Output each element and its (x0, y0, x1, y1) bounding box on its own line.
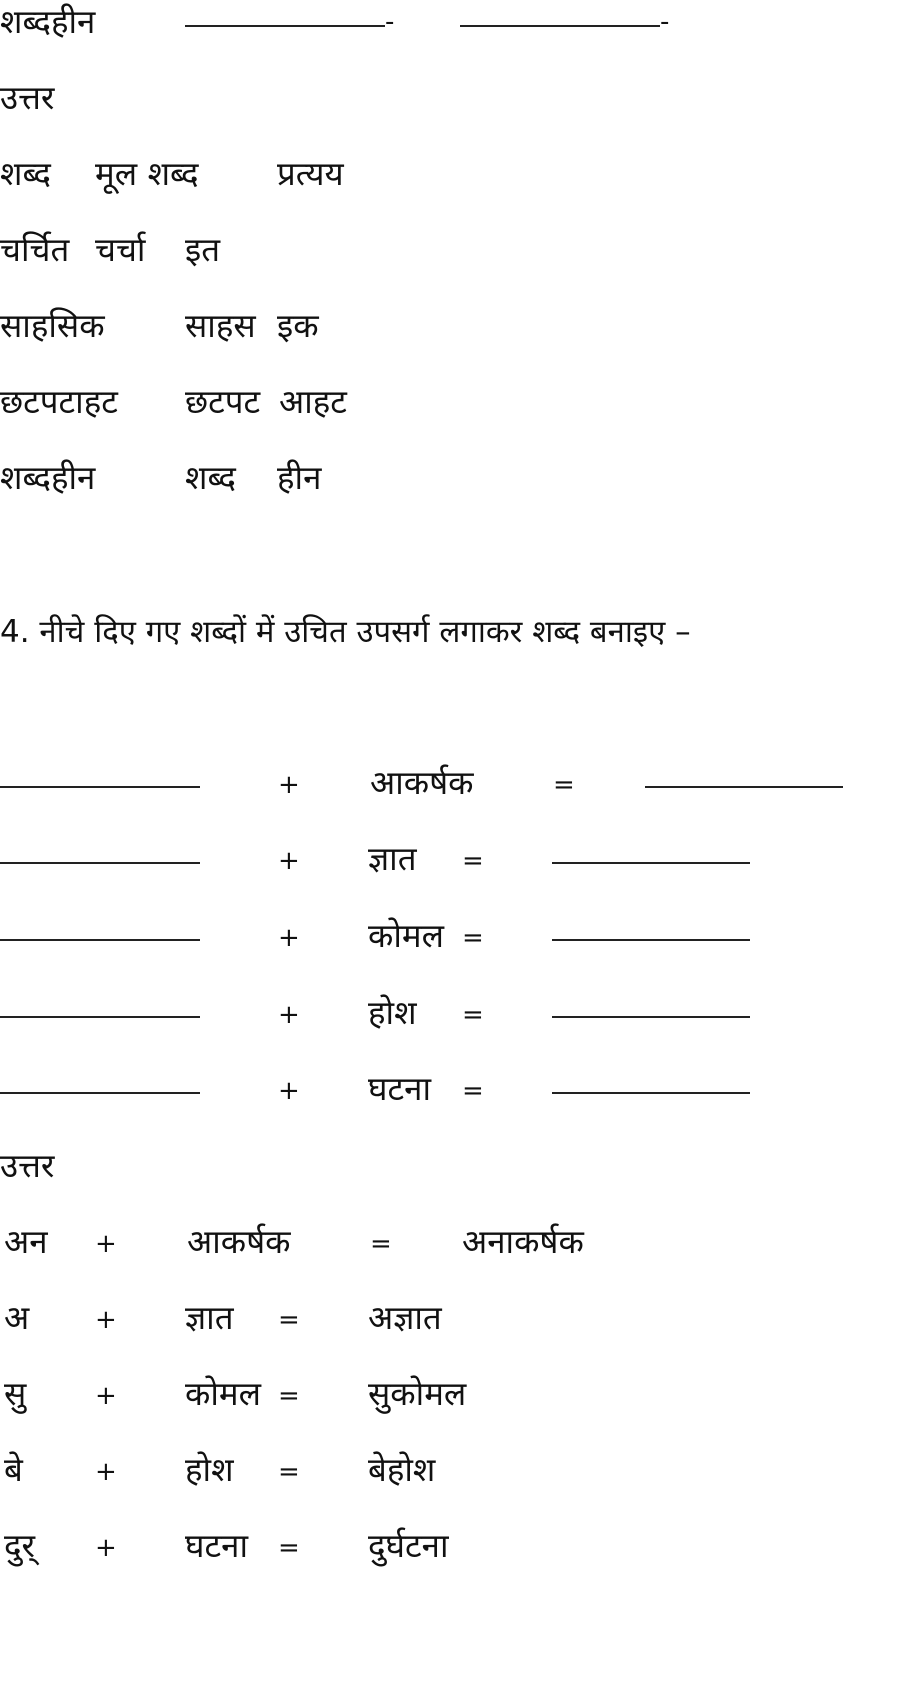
answer-prefix: अ (4, 1298, 30, 1337)
equals-sign: = (278, 1305, 300, 1335)
question-4: 4. नीचे दिए गए शब्दों में उचित उपसर्ग लगाकर शब्द बनाइए – (0, 614, 691, 650)
table-cell-suffix: इक (277, 306, 319, 345)
blank-line (460, 25, 660, 27)
plus-sign: + (278, 1076, 300, 1106)
table-cell-suffix: आहट (279, 382, 347, 421)
plus-sign: + (278, 770, 300, 800)
table-cell-root: चर्चा (95, 230, 146, 269)
blank-line (552, 1092, 750, 1094)
answer-word: ज्ञात (185, 1298, 234, 1337)
exercise-word: ज्ञात (368, 839, 417, 878)
plus-sign: + (95, 1457, 117, 1487)
table-cell-word: छटपटाहट (0, 382, 118, 421)
exercise-word: होश (368, 993, 417, 1032)
equals-sign: = (370, 1229, 392, 1259)
blank-line (645, 786, 843, 788)
table-cell-suffix: हीन (277, 458, 322, 497)
table-cell-word: चर्चित (0, 230, 70, 269)
answer-prefix: अन (4, 1222, 48, 1261)
blank-line (552, 862, 750, 864)
exercise-word: आकर्षक (370, 763, 474, 802)
answer-word: घटना (185, 1526, 248, 1565)
table-cell-word: शब्दहीन (0, 458, 96, 497)
blank-line (0, 862, 200, 864)
table-header-word: शब्द (0, 154, 51, 193)
table-cell-root: शब्द (185, 458, 236, 497)
answer-word: आकर्षक (187, 1222, 291, 1261)
dash-mark: - (385, 7, 395, 37)
plus-sign: + (95, 1229, 117, 1259)
table-cell-suffix: इत (185, 230, 221, 269)
plus-sign: + (95, 1305, 117, 1335)
answer-word: कोमल (185, 1374, 261, 1413)
equals-sign: = (462, 923, 484, 953)
answer-prefix: दुर् (4, 1526, 36, 1565)
answer-word: होश (185, 1450, 234, 1489)
answer-label: उत्तर (0, 1146, 55, 1185)
equals-sign: = (462, 846, 484, 876)
equals-sign: = (278, 1457, 300, 1487)
equals-sign: = (553, 770, 575, 800)
plus-sign: + (278, 846, 300, 876)
equals-sign: = (278, 1381, 300, 1411)
plus-sign: + (95, 1533, 117, 1563)
blank-line (0, 786, 200, 788)
plus-sign: + (278, 1000, 300, 1030)
answer-result: अज्ञात (368, 1298, 442, 1337)
exercise-word: घटना (368, 1069, 431, 1108)
answer-result: सुकोमल (368, 1374, 467, 1413)
table-header-root: मूल शब्द (95, 154, 199, 193)
equals-sign: = (462, 1076, 484, 1106)
table-cell-root: छटपट (185, 382, 261, 421)
blank-line (185, 25, 385, 27)
plus-sign: + (95, 1381, 117, 1411)
answer-prefix: सु (4, 1374, 27, 1413)
answer-result: बेहोश (368, 1450, 436, 1489)
blank-line (0, 939, 200, 941)
top-word: शब्दहीन (0, 2, 96, 41)
plus-sign: + (278, 923, 300, 953)
exercise-word: कोमल (368, 916, 444, 955)
table-cell-word: साहसिक (0, 306, 105, 345)
equals-sign: = (462, 1000, 484, 1030)
blank-line (0, 1092, 200, 1094)
equals-sign: = (278, 1533, 300, 1563)
table-cell-root: साहस (185, 306, 256, 345)
blank-line (0, 1016, 200, 1018)
answer-result: दुर्घटना (368, 1526, 449, 1565)
table-header-suffix: प्रत्यय (277, 154, 344, 193)
answer-result: अनाकर्षक (462, 1222, 584, 1261)
blank-line (552, 1016, 750, 1018)
answer-label: उत्तर (0, 78, 55, 117)
answer-prefix: बे (4, 1450, 23, 1489)
dash-mark: - (660, 7, 670, 37)
blank-line (552, 939, 750, 941)
